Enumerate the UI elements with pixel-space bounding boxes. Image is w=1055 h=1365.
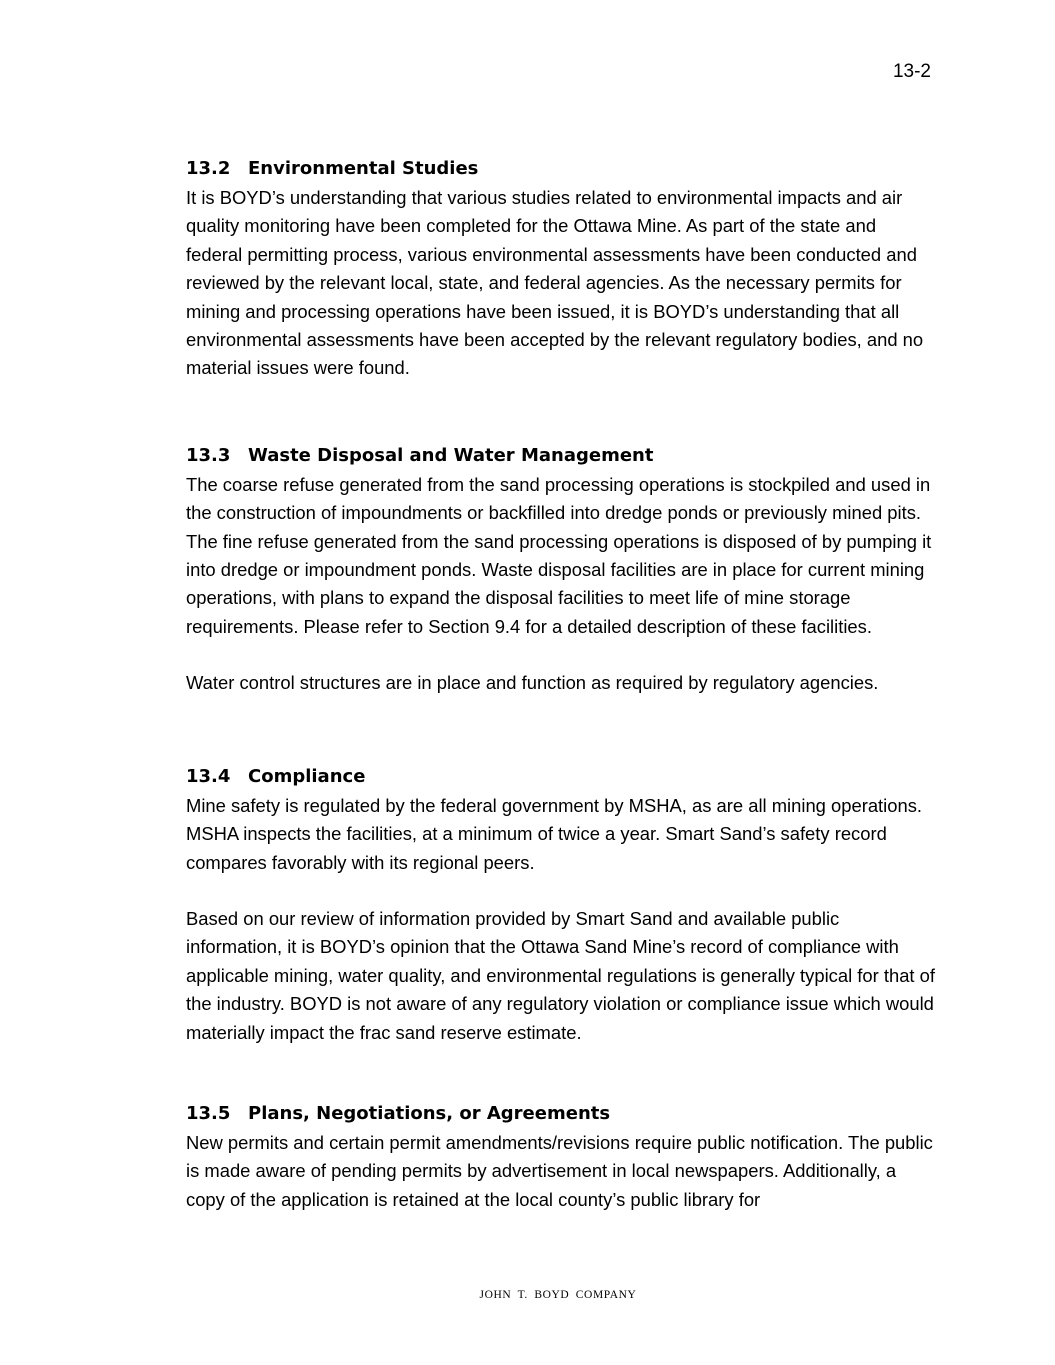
document-body <box>186 154 936 1214</box>
section-number: 13.3 <box>186 444 231 466</box>
paragraph: The coarse refuse generated from the sand processing operations is stockpiled and used in the construction of impoundments or backfilled into dredge ponds or previously mined pits. The fine refuse generated from the sand processing operations is disposed of by pumping it into dredge or impoundment ponds. Waste disposal facilities are in place for current mining operations, with plans to expand the disposal facilities to meet life of mine storage requirements. Please refer to Section 9.4 for a detailed description of these facilities. <box>186 473 932 637</box>
page-footer: JOHN T. BOYD COMPANY <box>479 1289 637 1301</box>
section-heading-13-2 <box>186 154 936 184</box>
section-title: Waste Disposal and Water Management <box>248 444 654 466</box>
paragraph: It is BOYD’s understanding that various studies related to environmental impacts and air quality monitoring have been completed for the Ottawa Mine. As part of the state and federal permitting process, various environmental assessments have been conducted and reviewed by the relevant local, state, and federal agencies. As the necessary permits for mining and processing operations have been issued, it is BOYD’s understanding that all environmental assessments have been accepted by the relevant regulatory bodies, and no material issues were found. <box>186 187 924 379</box>
section-heading-13-3 <box>186 441 936 471</box>
section-title: Plans, Negotiations, or Agreements <box>248 1102 611 1124</box>
section-title: Compliance <box>248 765 366 787</box>
section-number: 13.2 <box>186 158 231 179</box>
section-heading-13-5 <box>186 1099 936 1129</box>
section-number: 13.5 <box>186 1102 231 1124</box>
paragraph: Based on our review of information provided by Smart Sand and available public information, it is BOYD’s opinion that the Ottawa Sand Mine’s record of compliance with applicable mining, water quality, and environmental regulations is generally typical for that of the industry. BOYD is not aware of any regulatory violation or compliance issue which would materially impact the frac sand reserve estimate. <box>186 907 935 1043</box>
page-number: 13-2 <box>892 61 931 82</box>
paragraph: Water control structures are in place and function as required by regulatory agencies. <box>186 672 879 694</box>
section-heading-13-4 <box>186 762 936 792</box>
paragraph: Mine safety is regulated by the federal government by MSHA, as are all mining operations. MSHA inspects the facilities, at a minimum of twice a year. Smart Sand’s safety record compares favorably with its regional peers. <box>186 794 923 873</box>
section-number: 13.4 <box>186 765 231 787</box>
paragraph: New permits and certain permit amendments/revisions require public notification. The public is made aware of pending permits by advertisement in local newspapers. Additionally, a copy of the application is retained at the local county’s public library for <box>186 1131 933 1210</box>
section-title: Environmental Studies <box>248 158 479 179</box>
